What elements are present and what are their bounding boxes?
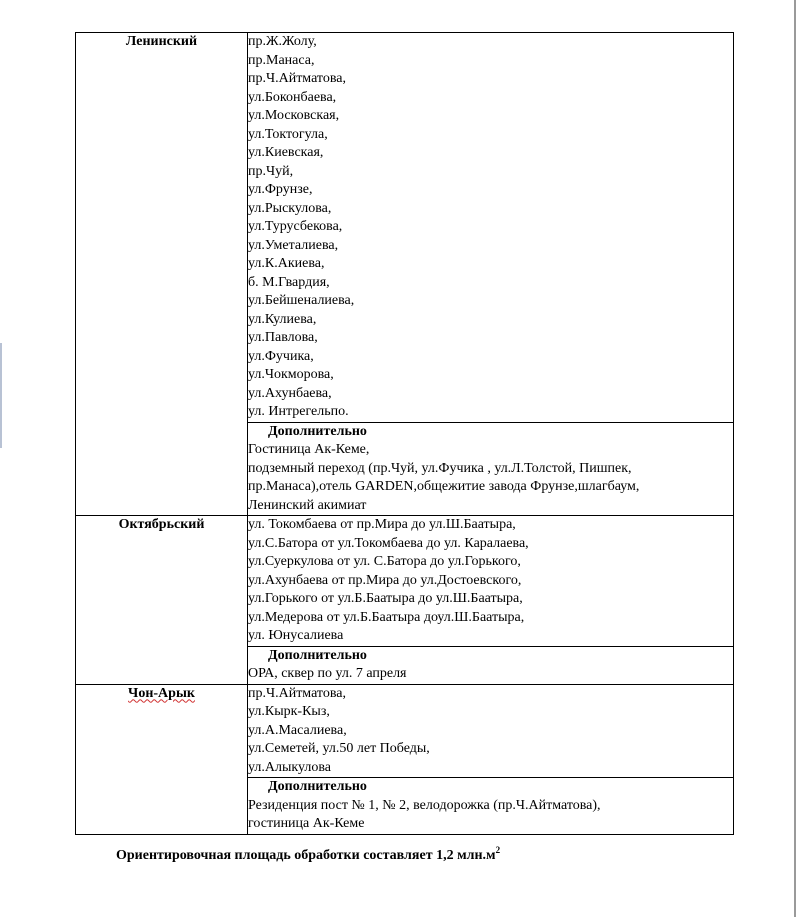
- street-line: б. М.Гвардия,: [248, 274, 330, 290]
- street-line: ул.Киевская,: [248, 145, 324, 160]
- street-line: ул. Токомбаева от пр.Мира до ул.Ш.Баатыра,: [248, 517, 516, 532]
- streets-cell: [248, 684, 734, 778]
- extra-heading: Дополнительно: [268, 423, 367, 439]
- extra-cell: [248, 778, 734, 835]
- street-line: ул.Алыкулова: [248, 759, 331, 775]
- extra-cell: [248, 422, 734, 516]
- extra-cell: [248, 646, 734, 684]
- extra-line: Гостиница Ак-Кеме,: [248, 442, 370, 457]
- street-line: ул.Фрунзе,: [248, 182, 313, 197]
- street-line: ул.Кырк-Кыз,: [248, 704, 330, 719]
- street-line: пр.Чуй,: [248, 163, 294, 179]
- page-edge-marker: [0, 343, 2, 448]
- street-line: ул.Павлова,: [248, 330, 318, 345]
- extra-heading: Дополнительно: [268, 779, 367, 794]
- street-line: ул.Медерова от ул.Б.Баатыра доул.Ш.Баатыра,: [248, 609, 525, 625]
- street-line: пр.Ж.Жолу,: [248, 34, 317, 49]
- street-line: ул.Фучика,: [248, 348, 314, 364]
- district-name: Чон-Арык: [128, 685, 195, 701]
- streets-cell: [248, 516, 734, 647]
- street-line: ул. Интрегельпо.: [248, 404, 349, 419]
- street-line: ул.Семетей, ул.50 лет Победы,: [248, 741, 430, 756]
- districts-table: [75, 32, 734, 835]
- district-cell: [76, 33, 248, 516]
- treatment-area-summary: [116, 845, 500, 864]
- street-line: ул.Суеркулова от ул. С.Батора до ул.Горького,: [248, 554, 521, 569]
- extra-line: гостиница Ак-Кеме: [248, 816, 365, 831]
- extra-line: Резиденция пост № 1, № 2, велодорожка (пр.Ч.Айтматова),: [248, 797, 601, 813]
- extra-line: Ленинский акимиат: [248, 497, 367, 513]
- street-line: ул.Московская,: [248, 108, 340, 123]
- street-line: ул.Рыскулова,: [248, 200, 332, 216]
- streets-cell: [248, 33, 734, 423]
- summary-text: Ориентировочная площадь обработки составляет 1,2 млн.м: [116, 848, 496, 863]
- street-line: ул. Юнусалиева: [248, 628, 344, 643]
- extra-heading: Дополнительно: [268, 647, 367, 663]
- district-cell: [76, 684, 248, 834]
- table-row-oktyabrsky: [76, 516, 734, 647]
- street-line: ул.Ахунбаева,: [248, 385, 332, 401]
- extra-line: подземный переход (пр.Чуй, ул.Фучика , ул.Л.Толстой, Пишпек,: [248, 460, 632, 476]
- street-line: ул.Чокморова,: [248, 367, 334, 382]
- district-name: Октябрьский: [118, 517, 205, 532]
- street-line: пр.Ч.Айтматова,: [248, 71, 346, 86]
- street-line: ул.Бейшеналиева,: [248, 293, 355, 308]
- street-line: ул.К.Акиева,: [248, 256, 325, 271]
- street-line: пр.Манаса,: [248, 52, 315, 68]
- table-row-chon-aryk: [76, 684, 734, 778]
- street-line: ул.Турусбекова,: [248, 219, 343, 234]
- extra-line: ОРА, сквер по ул. 7 апреля: [248, 666, 407, 681]
- street-line: ул.Горького от ул.Б.Баатыра до ул.Ш.Баатыра,: [248, 591, 523, 606]
- street-line: ул.Токтогула,: [248, 126, 328, 142]
- district-cell: [76, 516, 248, 685]
- street-line: ул.А.Масалиева,: [248, 722, 347, 738]
- extra-line: пр.Манаса),отель GARDEN,общежитие завода Фрунзе,шлагбаум,: [248, 479, 640, 494]
- street-line: ул.Боконбаева,: [248, 89, 337, 105]
- street-line: ул.С.Батора от ул.Токомбаева до ул. Каралаева,: [248, 535, 529, 551]
- street-line: пр.Ч.Айтматова,: [248, 685, 346, 701]
- table-row-leninsky: [76, 33, 734, 423]
- street-line: ул.Кулиева,: [248, 311, 317, 327]
- district-name: Ленинский: [125, 34, 198, 49]
- street-line: ул.Уметалиева,: [248, 237, 339, 253]
- summary-superscript: 2: [495, 845, 501, 855]
- street-line: ул.Ахунбаева от пр.Мира до ул.Достоевского,: [248, 572, 522, 588]
